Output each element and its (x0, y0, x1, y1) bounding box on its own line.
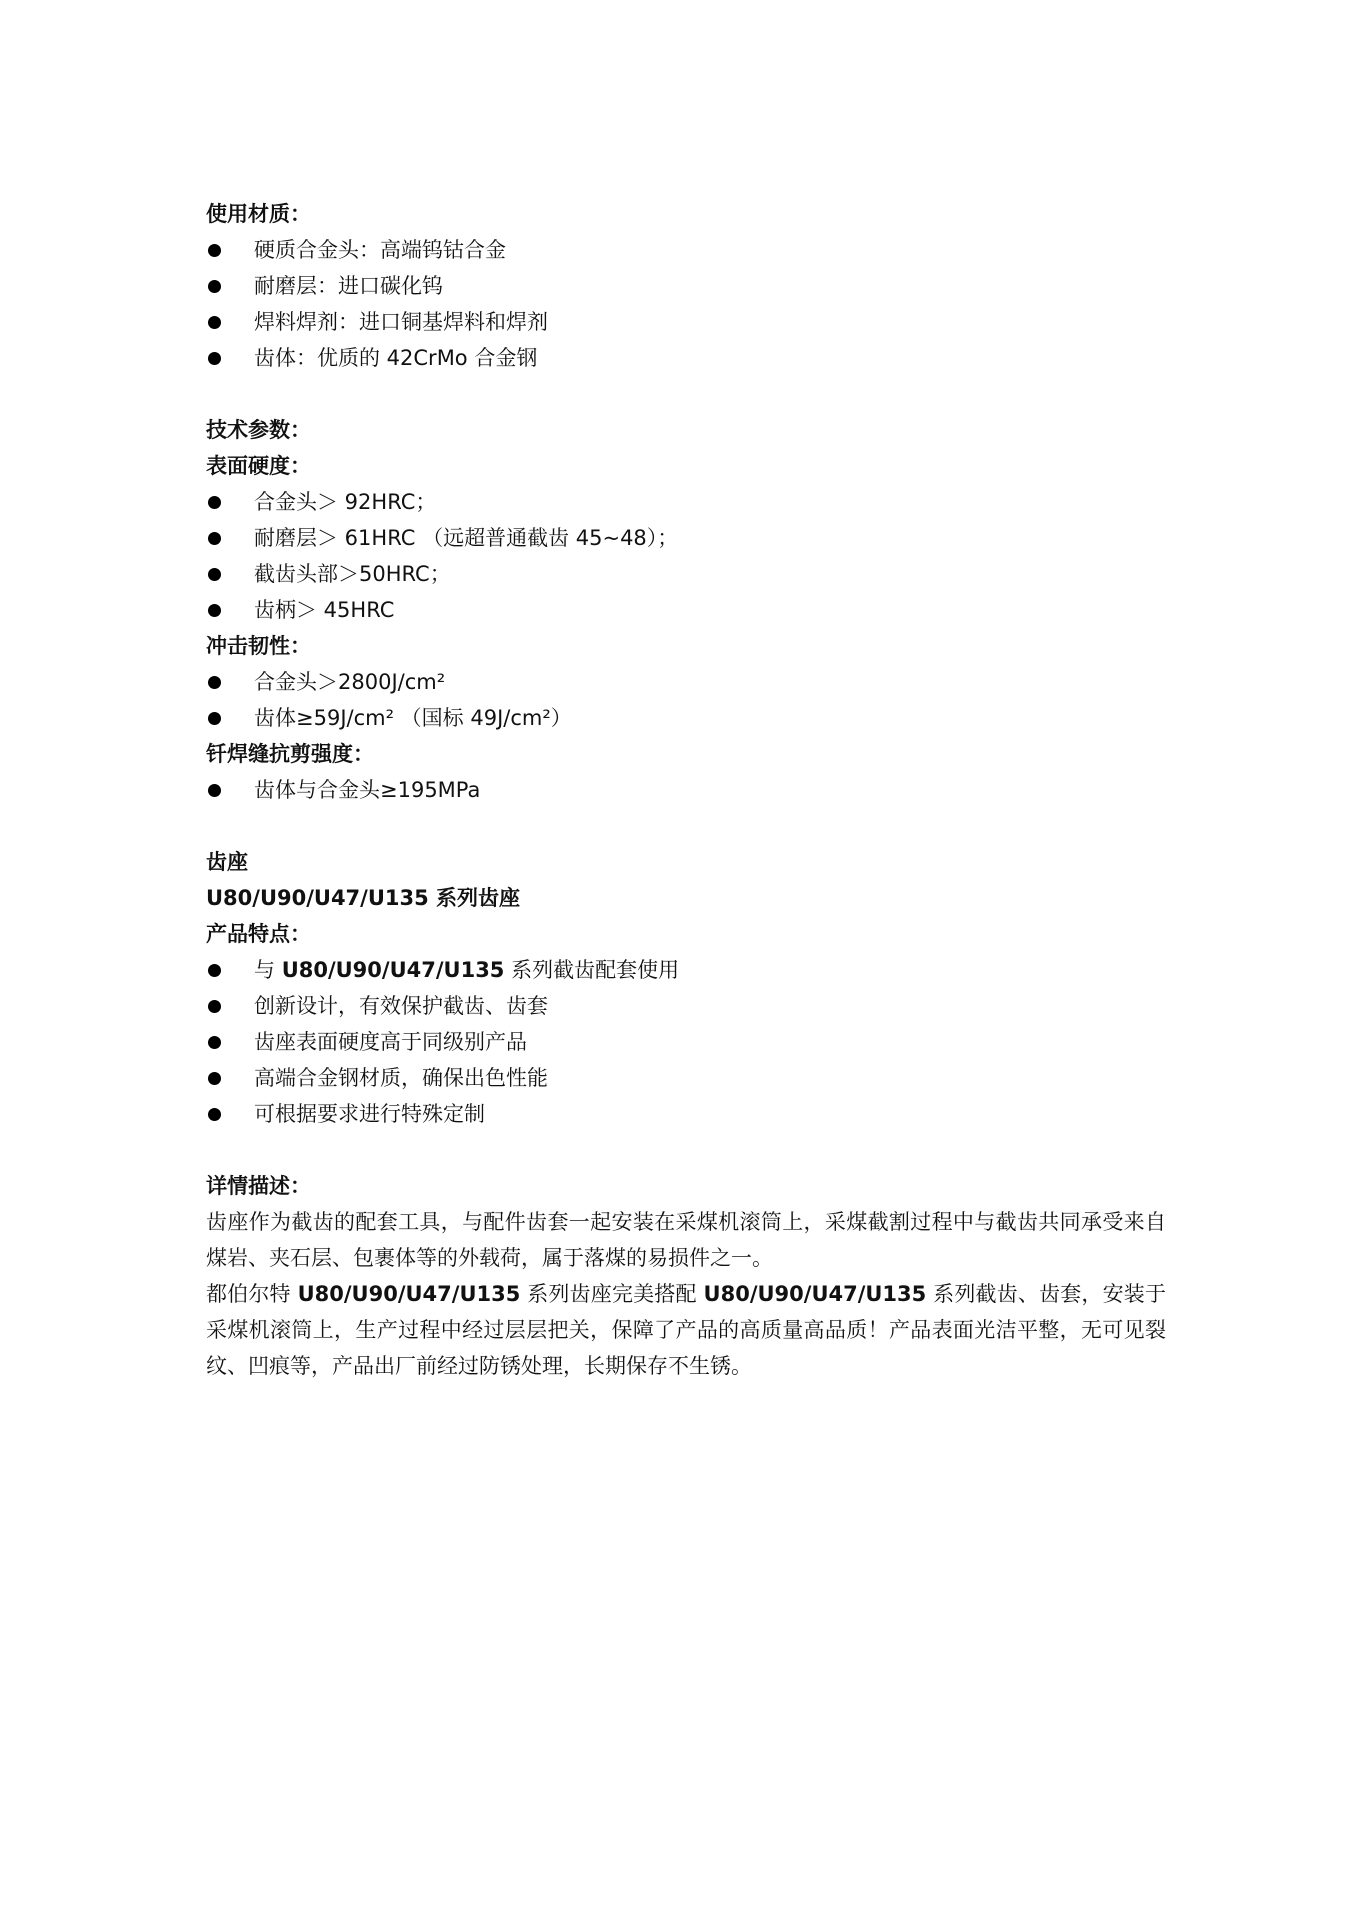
bullet-icon (208, 280, 221, 293)
tech-heading: 技术参数： (206, 418, 311, 442)
list-item: 合金头＞ 92HRC； (206, 484, 1166, 520)
bullet-icon (208, 712, 221, 725)
list-item: 齿体与合金头≥195MPa (206, 772, 1166, 808)
bullet-icon (208, 784, 221, 797)
list-item: 齿体：优质的 42CrMo 合金钢 (206, 340, 1166, 376)
bullet-icon (208, 244, 221, 257)
materials-heading: 使用材质： (206, 202, 311, 226)
document-page (206, 196, 1166, 1384)
bullet-icon (208, 532, 221, 545)
bullet-icon (208, 1072, 221, 1085)
hardness-heading: 表面硬度： (206, 454, 311, 478)
spacer (206, 376, 1166, 412)
list-item: 齿体≥59J/cm² （国标 49J/cm²） (206, 700, 1166, 736)
list-item: 创新设计，有效保护截齿、齿套 (206, 988, 1166, 1024)
holder-title: 齿座 (206, 850, 248, 874)
spacer (206, 808, 1166, 844)
bullet-icon (208, 352, 221, 365)
list-item: 与 U80/U90/U47/U135 系列截齿配套使用 (206, 952, 1166, 988)
details-paragraph-1: 齿座作为截齿的配套工具，与配件齿套一起安装在采煤机滚筒上，采煤截割过程中与截齿共同承受来自煤岩、夹石层、包裹体等的外载荷，属于落煤的易损件之一。 (206, 1210, 1166, 1270)
holder-series: U80/U90/U47/U135 系列齿座 (206, 886, 521, 910)
bullet-icon (208, 1000, 221, 1013)
list-item: 耐磨层：进口碳化钨 (206, 268, 1166, 304)
list-item: 焊料焊剂：进口铜基焊料和焊剂 (206, 304, 1166, 340)
list-item: 齿柄＞ 45HRC (206, 592, 1166, 628)
bullet-icon (208, 316, 221, 329)
list-item: 合金头＞2800J/cm² (206, 664, 1166, 700)
list-item: 高端合金钢材质，确保出色性能 (206, 1060, 1166, 1096)
bullet-icon (208, 604, 221, 617)
list-item: 齿座表面硬度高于同级别产品 (206, 1024, 1166, 1060)
bullet-icon (208, 496, 221, 509)
spacer (206, 1132, 1166, 1168)
bullet-icon (208, 568, 221, 581)
details-paragraph-2: 都伯尔特 U80/U90/U47/U135 系列齿座完美搭配 U80/U90/U47/U135 系列截齿、齿套，安装于采煤机滚筒上，生产过程中经过层层把关，保障了产品的高质量高品质！产品表面光洁平整，无可见裂纹、凹痕等，产品出厂前经过防锈处理，长期保存不生锈。 (206, 1282, 1166, 1378)
features-heading: 产品特点： (206, 922, 311, 946)
list-item: 耐磨层＞ 61HRC （远超普通截齿 45~48）； (206, 520, 1166, 556)
bullet-icon (208, 676, 221, 689)
bullet-icon (208, 1036, 221, 1049)
list-item: 可根据要求进行特殊定制 (206, 1096, 1166, 1132)
bullet-icon (208, 964, 221, 977)
list-item: 截齿头部＞50HRC； (206, 556, 1166, 592)
bullet-icon (208, 1108, 221, 1121)
list-item: 硬质合金头：高端钨钴合金 (206, 232, 1166, 268)
toughness-heading: 冲击韧性： (206, 634, 311, 658)
details-heading: 详情描述： (206, 1174, 311, 1198)
shear-heading: 钎焊缝抗剪强度： (206, 742, 374, 766)
